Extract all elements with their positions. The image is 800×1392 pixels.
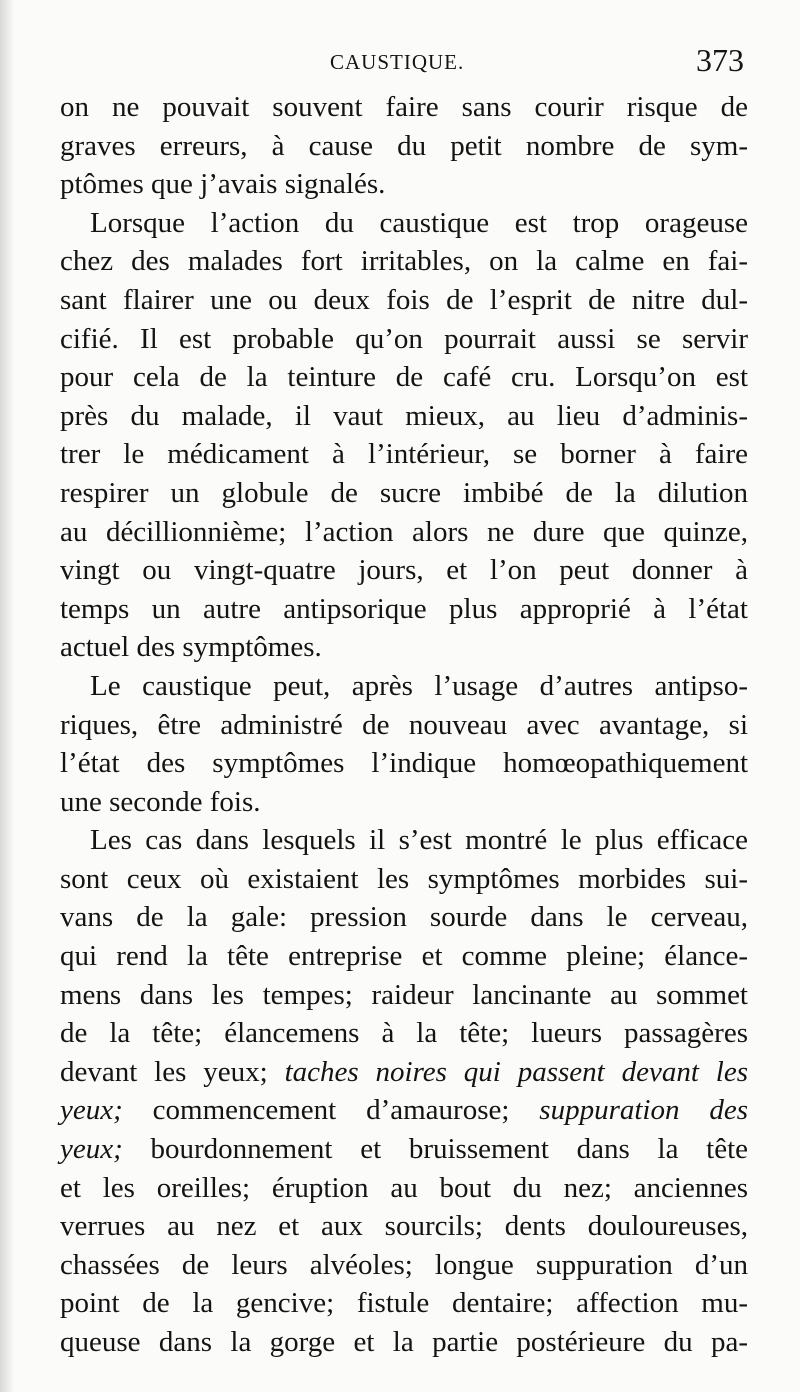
italic-text: suppuration des [539,1094,749,1127]
text-line: respirer un globule de sucre imbibé de la dilution [60,476,748,509]
body-text [60,88,748,1362]
text-line: près du malade, il vaut mieux, au lieu d’adminis- [60,399,748,432]
text-line: sant flairer une ou deux fois de l’esprit de nitre dul- [60,283,748,316]
page-number: 373 [696,42,744,78]
running-head: CAUSTIQUE. [330,50,465,74]
text-line: ptômes que j’avais signalés. [60,168,386,201]
text-line: graves erreurs, à cause du petit nombre de sym- [60,129,748,162]
text-line: qui rend la tête entreprise et comme pleine; élance- [60,940,748,973]
text-line: vingt ou vingt-quatre jours, et l’on peut donner à [60,554,748,587]
text-line: queuse dans la gorge et la partie postérieure du pa- [60,1326,748,1358]
text-line: Les cas dans lesquels il s’est montré le plus efficace [90,824,748,857]
text-line: Le caustique peut, après l’usage d’autres antipso- [90,669,748,702]
text-line: riques, être administré de nouveau avec avantage, si [60,708,748,741]
text-line: mens dans les tempes; raideur lancinante au sommet [60,978,748,1011]
text-line: Lorsque l’action du caustique est trop orageuse [90,206,748,239]
italic-text: yeux; [60,1133,123,1166]
text-line: trer le médicament à l’intérieur, se borner à faire [60,438,748,471]
text-line: chassées de leurs alvéoles; longue suppuration d’un [60,1248,748,1281]
italic-text: taches noires qui passent devant les [284,1055,748,1088]
text-line: l’état des symptômes l’indique homœopathiquement [60,747,748,780]
text-line: cifié. Il est probable qu’on pourrait aussi se servir [60,322,748,355]
text-line: verrues au nez et aux sourcils; dents douloureuses, [60,1210,748,1243]
text-line: et les oreilles; éruption au bout du nez; anciennes [60,1171,748,1204]
page-edge-shadow [0,0,14,1392]
text-line: pour cela de la teinture de café cru. Lorsqu’on est [60,361,748,394]
text-line: point de la gencive; fistule dentaire; affection mu- [60,1287,748,1320]
text-line: sont ceux où existaient les symptômes morbides sui- [60,862,748,895]
text-line: yeux; commencement d’amaurose; suppuration des [60,1094,749,1127]
text-line: devant les yeux; taches noires qui passent devant les [60,1055,748,1088]
text-line: au décillionnième; l’action alors ne dure que quinze, [60,515,748,548]
text-line: on ne pouvait souvent faire sans courir risque de [60,91,748,123]
page-header [60,42,750,86]
text-line: temps un autre antipsorique plus approprié à l’état [60,592,748,625]
text-line: vans de la gale: pression sourde dans le cerveau, [60,901,748,934]
text-line: yeux; bourdonnement et bruissement dans la tête [60,1133,748,1166]
text-line: une seconde fois. [60,785,261,818]
text-line: actuel des symptômes. [60,631,322,664]
text-line: de la tête; élancemens à la tête; lueurs passagères [60,1017,748,1050]
text-line: chez des malades fort irritables, on la calme en fai- [60,245,748,278]
italic-text: yeux; [60,1094,123,1127]
